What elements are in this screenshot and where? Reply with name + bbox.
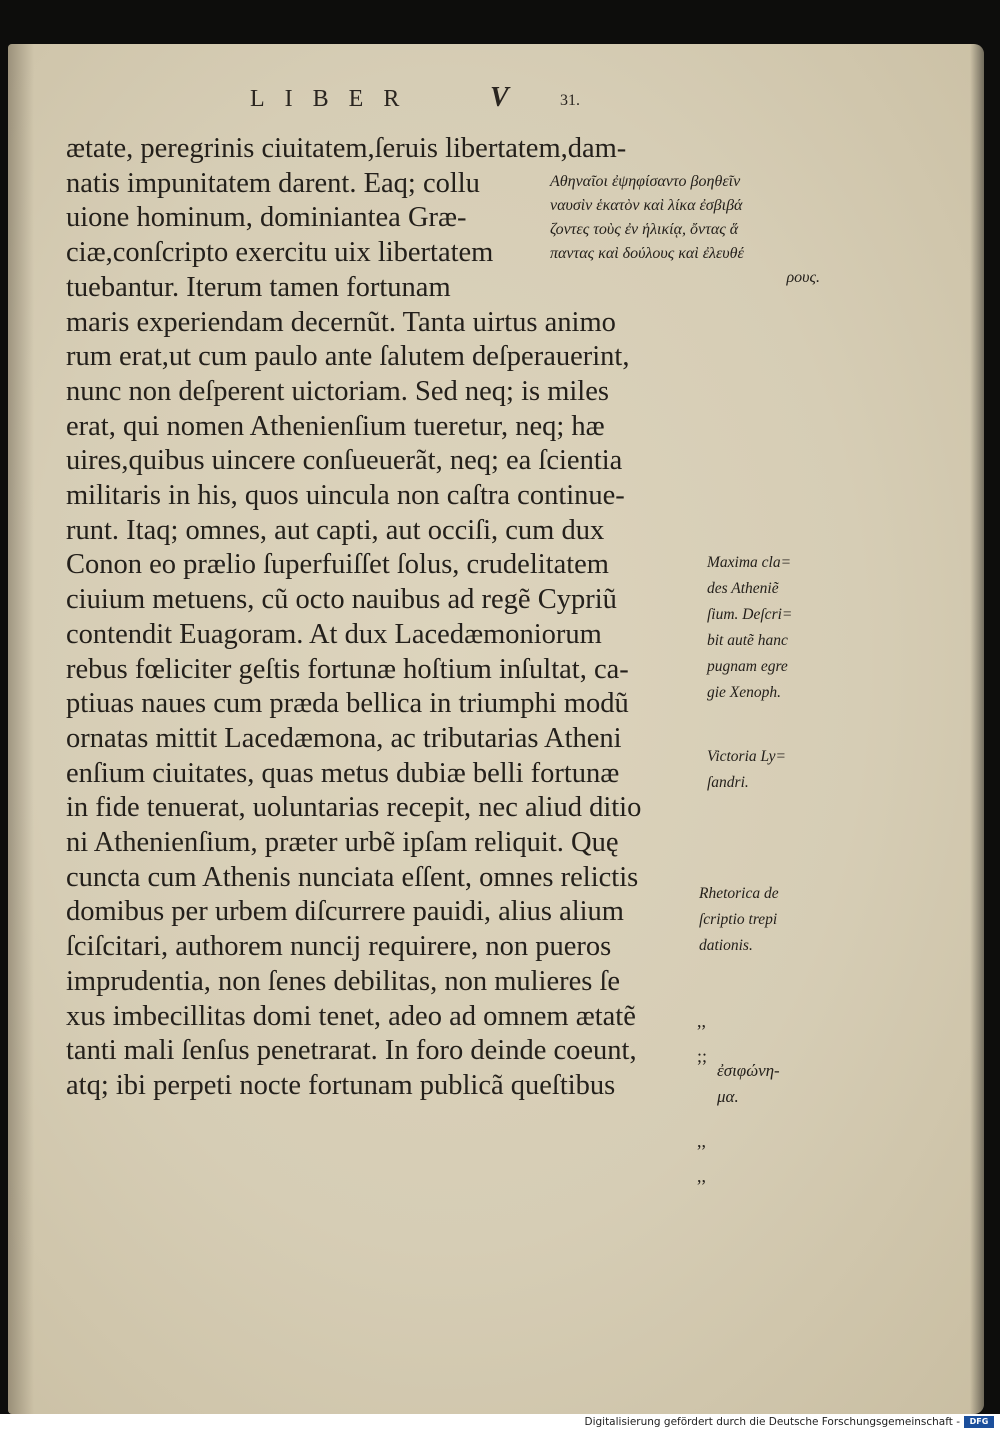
greek-line: Αθηναῖοι ἐψηφίσαντο βοηθεῖν — [550, 173, 741, 190]
text-line: uione hominum, dominiantea Græ- — [66, 202, 467, 234]
quote-mark: ,, — [697, 1011, 706, 1031]
text-line: tuebantur. Iterum tamen fortunam — [66, 271, 451, 303]
quote-mark: ,, — [697, 1131, 706, 1151]
margin-note-victory — [707, 744, 786, 796]
text-line: maris experiendam decernũt. Tanta uirtus animo — [66, 306, 616, 338]
greek-line: παντας καὶ δούλους καὶ ἐλευθέ — [550, 245, 744, 262]
margin-note-line: Maxima cla= — [707, 554, 792, 571]
text-line: atq; ibi perpeti nocte fortunam publicã queſtibus — [66, 1069, 616, 1101]
margin-note-line: Rhetorica de — [699, 885, 779, 902]
text-line: tanti mali ſenſus penetrarat. In foro deinde coeunt, — [66, 1035, 637, 1067]
margin-note-line: dationis. — [699, 937, 753, 954]
text-line: ni Athenienſium, præter urbẽ ipſam reliquit. Quę — [66, 827, 619, 859]
text-line: runt. Itaq; omnes, aut capti, aut occiſi, cum dux — [66, 514, 605, 546]
text-line: contendit Euagoram. At dux Lacedæmoniorum — [66, 618, 602, 650]
text-line: ornatas mittit Lacedæmona, ac tributarias Atheni — [66, 722, 622, 754]
greek-line: ζοντες τοὺς ἐν ἡλικίᾳ, ὄντας ἅ — [550, 221, 739, 238]
text-line: Conon eo prælio ſuperfuiſſet ſolus, crudelitatem — [66, 549, 609, 581]
running-head: LIBER — [250, 86, 420, 112]
text-line: rebus fœliciter geſtis fortunæ hoſtium inſultat, ca- — [66, 653, 629, 685]
text-line: erat, qui nomen Athenienſium tueretur, neq; hæ — [66, 410, 605, 442]
margin-note-line: bit autẽ hanc — [707, 632, 788, 649]
margin-note-rhetoric — [699, 881, 779, 959]
margin-note-line: ſium. Deſcri= — [707, 606, 793, 623]
margin-note-line: des Atheniẽ — [707, 580, 779, 597]
quote-mark: ;; — [697, 1045, 708, 1066]
dfg-logo: DFG — [964, 1416, 994, 1428]
page-header — [250, 82, 630, 126]
text-line: ciæ,conſcripto exercitu uix libertatem — [66, 237, 494, 269]
text-line: nunc non deſperent uictoriam. Sed neq; is miles — [66, 375, 609, 407]
text-line: militaris in his, quos uincula non caſtra continue- — [66, 480, 625, 512]
text-line: ætate, peregrinis ciuitatem,ſeruis libertatem,dam- — [66, 133, 627, 164]
text-line: in fide tenuerat, uoluntarias recepit, nec aliud ditio — [66, 792, 642, 824]
funding-credit: Digitalisierung gefördert durch die Deutsche Forschungsgemeinschaft - — [584, 1416, 960, 1428]
text-line: ptiuas naues cum præda bellica in triumphi modũ — [66, 688, 629, 720]
text-line: cuncta cum Athenis nunciata eſſent, omnes relictis — [66, 861, 639, 893]
greek-word-line: ἐσιφώνη- — [717, 1061, 780, 1080]
margin-note-line: ſcriptio trepi — [699, 911, 778, 928]
text-line: natis impunitatem darent. Eaq; collu — [66, 167, 480, 199]
margin-note-line: pugnam egre — [707, 658, 788, 675]
text-line: xus imbecillitas domi tenet, adeo ad omnem ætatẽ — [66, 1000, 636, 1032]
text-line: domibus per urbem diſcurrere pauidi, alius alium — [66, 896, 624, 928]
greek-line: ρους. — [786, 269, 820, 286]
quote-mark — [697, 1073, 707, 1108]
text-line: rum erat,ut cum paulo ante ſalutem deſperauerint, — [66, 341, 630, 373]
margin-note-line: gie Xenoph. — [707, 684, 782, 701]
margin-note-line: Victoria Ly= — [707, 748, 787, 765]
greek-marginal-quote — [550, 170, 840, 290]
margin-note-defeat — [707, 550, 792, 706]
text-line: ciuium metuens, cũ octo nauibus ad regẽ Cypriũ — [66, 584, 617, 616]
text-line: uires,quibus uincere conſueuerãt, neq; ea ſcientia — [66, 445, 623, 477]
page-edge — [970, 44, 984, 1414]
quotation-marks-column — [697, 1004, 707, 1143]
greek-line: ναυσὶν ἑκατὸν καὶ λίκα ἐσβιβά — [550, 197, 743, 214]
greek-word-line: μα. — [717, 1087, 739, 1106]
text-line: enſium ciuitates, quas metus dubiæ belli fortunæ — [66, 757, 620, 789]
text-line: imprudentia, non ſenes debilitas, non mulieres ſe — [66, 965, 621, 997]
text-line: ſciſcitari, authorem nuncij requirere, non pueros — [66, 931, 612, 963]
book-number: V — [490, 82, 509, 113]
quotation-marks-column-lower — [697, 1124, 706, 1193]
folio-number: 31. — [560, 92, 580, 109]
greek-margin-word — [717, 1058, 780, 1110]
margin-note-line: ſandri. — [707, 774, 749, 791]
quote-mark: ,, — [697, 1165, 706, 1186]
gutter-shadow — [8, 44, 34, 1414]
